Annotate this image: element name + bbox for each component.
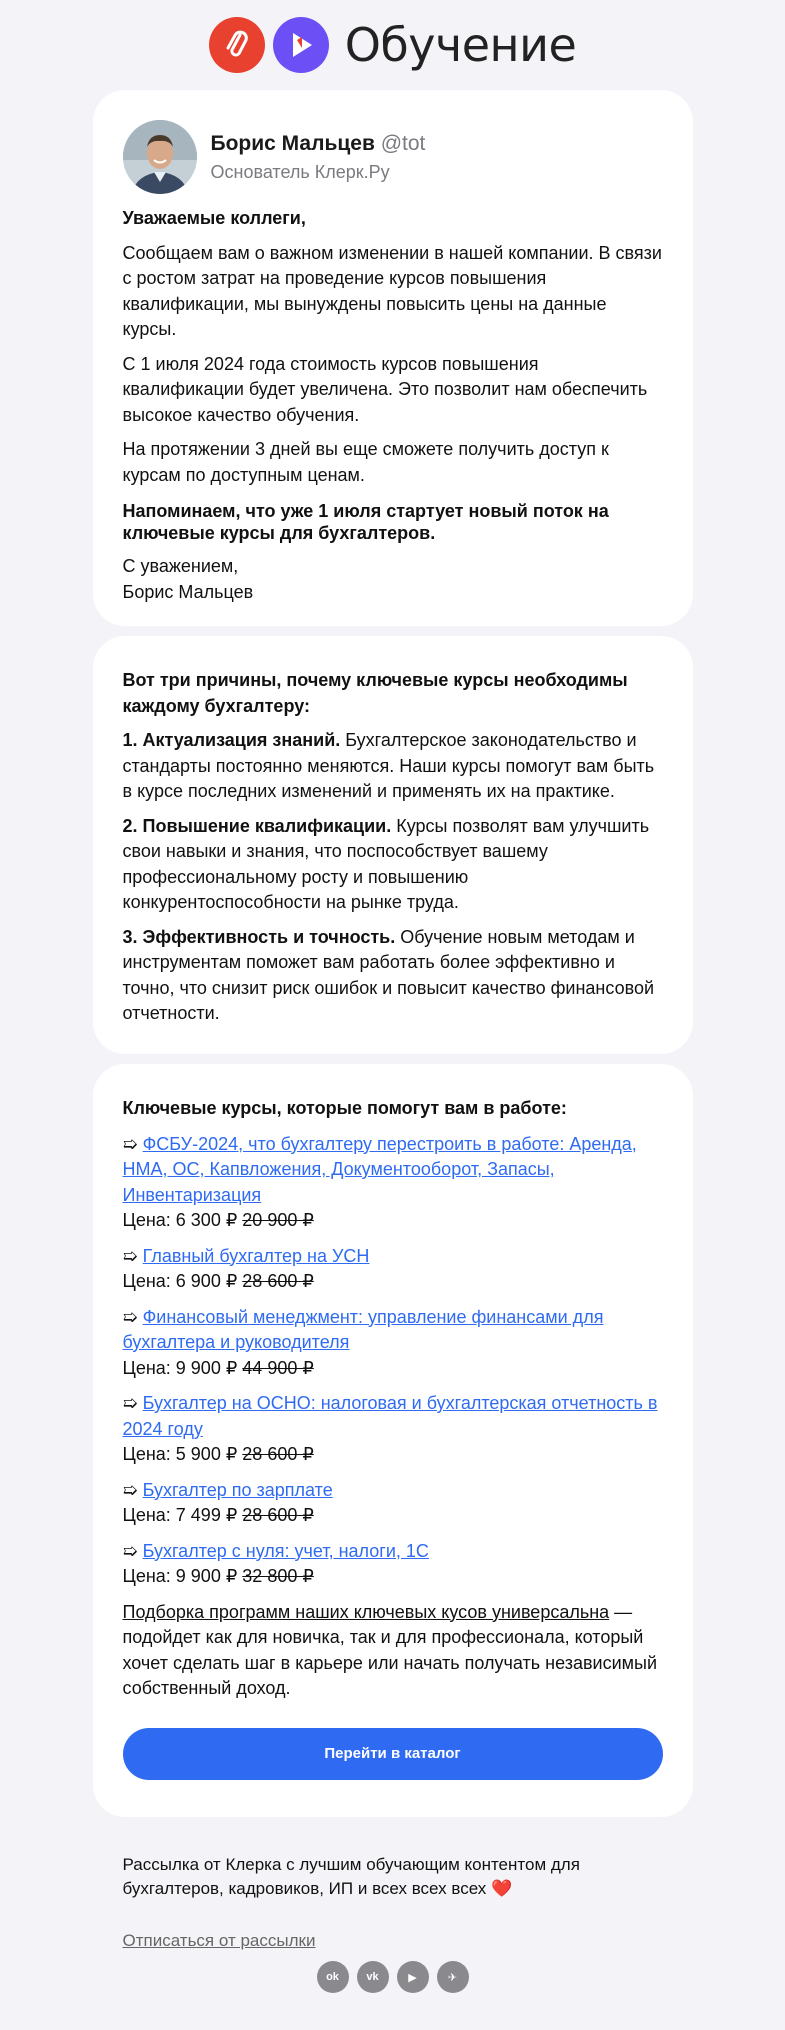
reason-item bbox=[123, 728, 663, 805]
arrow-icon: ➯ bbox=[122, 1479, 143, 1500]
arrow-icon: ➯ bbox=[122, 1245, 143, 1266]
author-block bbox=[123, 120, 663, 194]
course-item bbox=[123, 1391, 663, 1468]
courses-heading: Ключевые курсы, которые помогут вам в работе: bbox=[122, 1098, 567, 1118]
course-old-price: 20 900 ₽ bbox=[242, 1210, 314, 1230]
reason-item bbox=[123, 814, 663, 916]
reason-text: Курсы позволят вам улучшить свои навыки и знания, что поспособствует вашему профессиональному росту и повышению конкурентоспособности на рынке труда. bbox=[122, 815, 650, 912]
brand-title: Обучение bbox=[344, 18, 577, 72]
course-price: 7 499 ₽ bbox=[175, 1505, 238, 1525]
youtube-icon[interactable]: ▶ bbox=[397, 1961, 429, 1993]
odnoklassniki-icon[interactable]: ok bbox=[317, 1961, 349, 1993]
course-item bbox=[123, 1244, 663, 1295]
course-price: 5 900 ₽ bbox=[175, 1444, 238, 1464]
reason-text: Бухгалтерское законодательство и стандарты постоянно меняются. Наши курсы помогут вам быть в курсе последних изменений и применять их на практике. bbox=[122, 730, 655, 801]
arrow-icon: ➯ bbox=[122, 1393, 143, 1413]
author-handle: @tot bbox=[380, 131, 426, 155]
reason-title: 2. Повышение квалификации. bbox=[122, 815, 392, 836]
footer bbox=[93, 1817, 693, 1993]
course-price: 9 900 ₽ bbox=[175, 1566, 238, 1586]
course-item bbox=[123, 1305, 663, 1382]
course-old-price: 32 800 ₽ bbox=[242, 1566, 314, 1586]
reminder-text: Напоминаем, что уже 1 июля стартует новый поток на ключевые курсы для бухгалтеров. bbox=[122, 501, 609, 543]
paperclip-icon[interactable] bbox=[209, 17, 265, 73]
closing bbox=[123, 554, 663, 605]
course-old-price: 44 900 ₽ bbox=[242, 1357, 314, 1378]
reason-title: 1. Актуализация знаний. bbox=[122, 730, 341, 750]
course-link[interactable]: Главный бухгалтер на УСН bbox=[142, 1245, 370, 1266]
arrow-icon: ➯ bbox=[122, 1306, 143, 1327]
reason-text: Обучение новым методам и инструментам поможет вам работать более эффективно и точно, что снизит риск ошибок и повысит качество финансовой отчетности. bbox=[122, 926, 655, 1023]
closing-text: С уважением, bbox=[122, 556, 239, 576]
catalog-button[interactable]: Перейти в каталог bbox=[123, 1728, 663, 1780]
signature: Борис Мальцев bbox=[122, 581, 254, 602]
course-price: 6 900 ₽ bbox=[175, 1271, 238, 1291]
avatar bbox=[123, 120, 197, 194]
course-item bbox=[123, 1539, 663, 1590]
social-links bbox=[123, 1961, 663, 1993]
author-name-text: Борис Мальцев bbox=[210, 131, 375, 155]
play-icon[interactable] bbox=[273, 17, 329, 73]
greeting: Уважаемые коллеги, bbox=[122, 208, 306, 228]
summary-link[interactable]: Подборка программ наших ключевых кусов универсальна bbox=[122, 1601, 610, 1622]
telegram-icon[interactable]: ✈ bbox=[437, 1961, 469, 1993]
header bbox=[0, 0, 785, 90]
course-price: 6 300 ₽ bbox=[175, 1210, 238, 1230]
course-link[interactable]: Финансовый менеджмент: управление финансами для бухгалтера и руководителя bbox=[122, 1306, 604, 1352]
courses-card bbox=[93, 1064, 693, 1817]
letter-paragraph-2: С 1 июля 2024 года стоимость курсов повышения квалификации будет увеличена. Это позволит нам обеспечить высокое качество обучения. bbox=[122, 353, 648, 425]
reasons-heading: Вот три причины, почему ключевые курсы необходимы каждому бухгалтеру: bbox=[122, 670, 628, 716]
summary-text: — подойдет как для новичка, так и для профессионала, который хочет сделать шаг в карьере или начать получать независимый собственный доход. bbox=[122, 1601, 658, 1698]
course-link[interactable]: Бухгалтер по зарплате bbox=[142, 1479, 333, 1500]
arrow-icon: ➯ bbox=[122, 1133, 143, 1154]
course-old-price: 28 600 ₽ bbox=[242, 1505, 314, 1525]
course-link[interactable]: Бухгалтер на ОСНО: налоговая и бухгалтерская отчетность в 2024 году bbox=[122, 1393, 658, 1439]
course-item bbox=[123, 1132, 663, 1234]
price-label: Цена: bbox=[122, 1210, 176, 1230]
letter-paragraph-3: На протяжении 3 дней вы еще сможете получить доступ к курсам по доступным ценам. bbox=[122, 439, 609, 485]
courses-summary bbox=[123, 1600, 663, 1702]
vk-icon[interactable]: vk bbox=[357, 1961, 389, 1993]
letter-paragraph-1: Сообщаем вам о важном изменении в нашей компании. В связи с ростом затрат на проведение курсов повышения квалификации, мы вынуждены повысить цены на данные курсы. bbox=[122, 242, 662, 339]
price-label: Цена: bbox=[122, 1566, 176, 1586]
price-label: Цена: bbox=[122, 1357, 176, 1378]
reason-item bbox=[123, 925, 663, 1027]
course-old-price: 28 600 ₽ bbox=[242, 1271, 314, 1291]
letter-card bbox=[93, 90, 693, 626]
footer-text: Рассылка от Клерка с лучшим обучающим контентом для бухгалтеров, кадровиков, ИП и всех всех всех ❤️ bbox=[122, 1855, 580, 1898]
course-old-price: 28 600 ₽ bbox=[242, 1444, 314, 1464]
author-name bbox=[211, 132, 426, 156]
course-link[interactable]: ФСБУ-2024, что бухгалтеру перестроить в работе: Аренда, НМА, ОС, Капвложения, Документооборот, Запасы, Инвентаризация bbox=[122, 1133, 637, 1205]
author-role: Основатель Клерк.Ру bbox=[210, 161, 390, 182]
arrow-icon: ➯ bbox=[122, 1540, 143, 1561]
reasons-card bbox=[93, 636, 693, 1054]
course-price: 9 900 ₽ bbox=[175, 1357, 238, 1378]
reason-title: 3. Эффективность и точность. bbox=[122, 926, 396, 947]
course-item bbox=[123, 1478, 663, 1529]
price-label: Цена: bbox=[122, 1271, 176, 1291]
course-link[interactable]: Бухгалтер с нуля: учет, налоги, 1С bbox=[142, 1540, 429, 1561]
price-label: Цена: bbox=[122, 1444, 176, 1464]
unsubscribe-link[interactable]: Отписаться от рассылки bbox=[122, 1931, 316, 1950]
price-label: Цена: bbox=[122, 1505, 176, 1525]
